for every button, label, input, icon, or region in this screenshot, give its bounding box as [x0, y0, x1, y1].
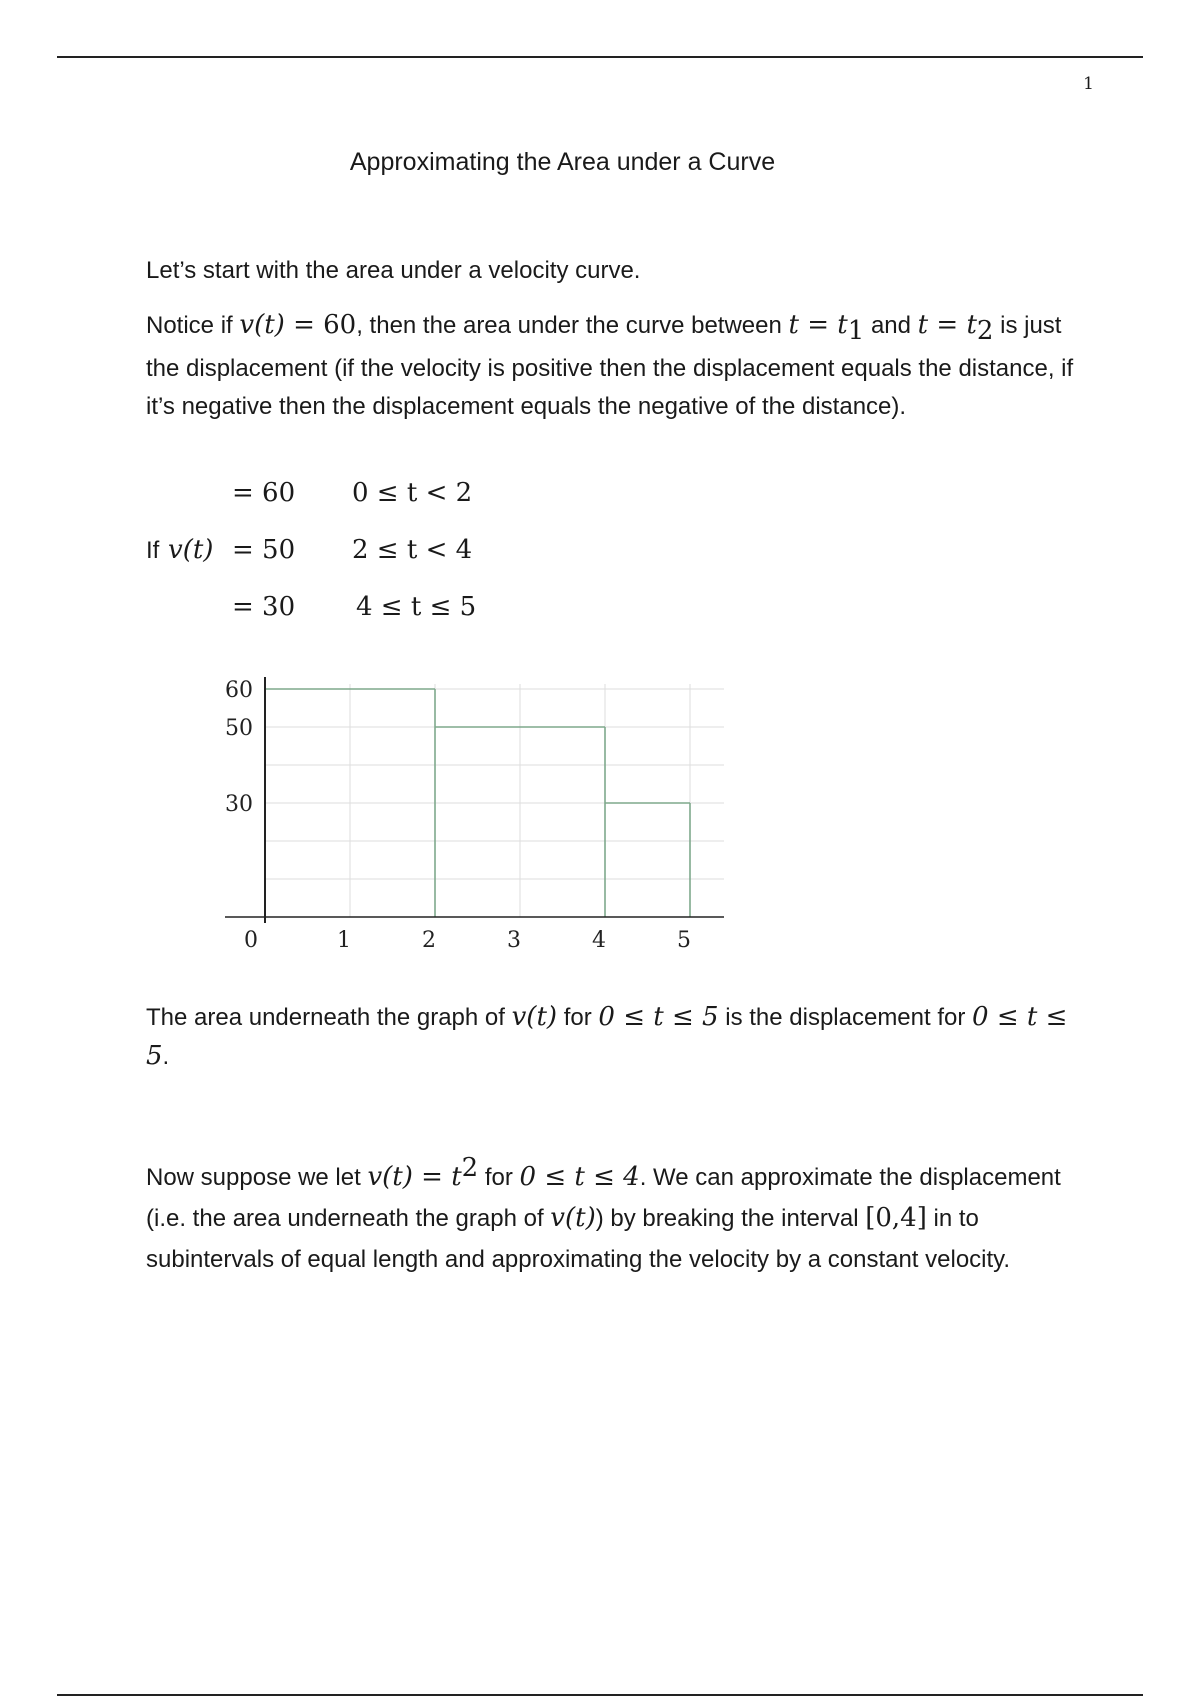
suppose-text-2: for — [478, 1164, 520, 1191]
suppose-sup-2: 2 — [461, 1153, 479, 1183]
area-math-range-2: 0 ≤ t ≤ 5 — [146, 1002, 1068, 1071]
area-math-range-1: 0 ≤ t ≤ 5 — [598, 1002, 719, 1032]
y-tick-label: 60 — [225, 678, 253, 703]
area-note-paragraph — [146, 998, 1096, 1076]
y-tick-label: 50 — [225, 716, 253, 741]
y-tick-label: 30 — [225, 792, 253, 817]
piecewise-if-label: If — [146, 537, 160, 564]
notice-sub-1: 1 — [847, 315, 865, 346]
area-text-1: The area underneath the graph of — [146, 1004, 512, 1031]
area-text-2: for — [557, 1004, 599, 1031]
document-title: Approximating the Area under a Curve — [349, 148, 776, 176]
x-tick-label: 4 — [592, 928, 606, 953]
piecewise-func: v(t) — [168, 535, 214, 565]
piecewise-value-1: = 60 — [232, 478, 296, 508]
suppose-math-interval: [0,4] — [865, 1203, 927, 1233]
chart-grid — [265, 684, 724, 917]
notice-math-t1: = t — [798, 310, 848, 340]
suppose-math-vt-2: v(t) — [550, 1203, 596, 1233]
suppose-text-5: in to subintervals of equal length and approximating the velocity by a constant velocity. — [146, 1205, 1011, 1273]
bottom-rule — [57, 1694, 1143, 1696]
x-tick-label: 0 — [244, 928, 258, 953]
page-number: 1 — [1083, 74, 1094, 94]
notice-math-60: = 60 — [284, 310, 357, 340]
suppose-math-range: 0 ≤ t ≤ 4 — [519, 1162, 640, 1192]
notice-math-t2: = t — [928, 310, 977, 340]
notice-paragraph — [146, 306, 1096, 426]
notice-sub-2: 2 — [976, 315, 994, 346]
area-math-vt: v(t) — [511, 1002, 558, 1032]
notice-text-1: Notice if — [146, 312, 240, 339]
velocity-step-chart — [200, 650, 740, 960]
suppose-paragraph — [146, 1148, 1096, 1280]
x-tick-label: 2 — [422, 928, 436, 953]
piecewise-range-1: 0 ≤ t < 2 — [352, 478, 473, 508]
chart-axes — [225, 677, 724, 923]
piecewise-value-2: = 50 — [232, 535, 296, 565]
notice-math-vt: v(t) — [239, 310, 285, 340]
intro-paragraph: Let’s start with the area under a velocity curve. — [146, 257, 641, 284]
notice-math-t: t — [788, 310, 799, 340]
suppose-text-4: ) by breaking the interval — [595, 1205, 866, 1232]
piecewise-value-3: = 30 — [232, 592, 296, 622]
area-text-3: is the displacement for — [718, 1004, 973, 1031]
top-rule — [57, 56, 1143, 58]
notice-math-t-b: t — [917, 310, 929, 340]
piecewise-range-3: 4 ≤ t ≤ 5 — [356, 592, 477, 622]
notice-text-2: , then the area under the curve between — [356, 312, 789, 339]
x-tick-label: 3 — [507, 928, 521, 953]
suppose-text-1: Now suppose we let — [146, 1164, 368, 1191]
notice-text-4: is just the displacement (if the velocity is positive then the displacement equals the distance, if it’s negative then the displacement equals the negative of the distance). — [146, 312, 1074, 420]
notice-text-3: and — [864, 312, 918, 339]
suppose-math-vt: v(t) = t — [367, 1162, 462, 1192]
piecewise-range-2: 2 ≤ t < 4 — [352, 535, 473, 565]
area-text-4: . — [162, 1043, 170, 1070]
x-tick-label: 5 — [677, 928, 691, 953]
chart-tick-labels — [225, 678, 691, 953]
suppose-text-3: . We can approximate the displacement (i.e. the area underneath the graph of — [146, 1164, 1061, 1232]
x-tick-label: 1 — [337, 928, 351, 953]
